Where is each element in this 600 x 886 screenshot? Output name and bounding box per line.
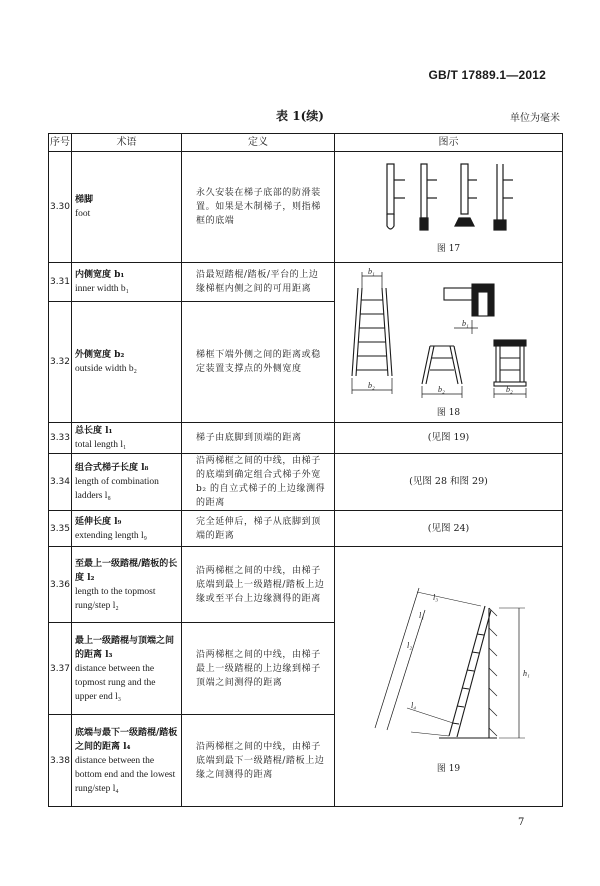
label-l1: l₁ [418, 610, 424, 620]
figure-cell [335, 454, 563, 511]
term-zh: 外侧宽度 b₂ [75, 350, 125, 360]
term-cell [72, 511, 182, 547]
definition-cell: 梯框下端外侧之间的距离或稳定装置支撑点的外侧宽度 [182, 302, 335, 423]
term-zh: 组合式梯子长度 l₈ [75, 463, 149, 473]
figure-reference: (见图 28 和图 29) [409, 476, 488, 487]
definition-cell: 完全延伸后，梯子从底脚到顶端的距离 [182, 511, 335, 547]
ladder-length-figure [349, 578, 549, 758]
definition-cell: 沿最短踏棍/踏板/平台的上边缘梯框内侧之间的可用距离 [182, 263, 335, 302]
term-zh: 延伸长度 l₉ [75, 516, 122, 527]
figure-caption: 图 19 [436, 763, 461, 774]
row-number: 3.38 [49, 715, 72, 807]
figure-reference: (见图 19) [427, 432, 470, 443]
unit-note: 单位为毫米 [510, 113, 560, 124]
figure-cell [335, 547, 563, 807]
table-row [49, 511, 563, 547]
term-cell [72, 263, 182, 302]
standard-code: GB/T 17889.1—2012 [428, 68, 546, 82]
row-number: 3.37 [49, 623, 72, 715]
term-cell [72, 423, 182, 454]
term-zh: 总长度 l₁ [75, 426, 113, 436]
terms-table [48, 133, 563, 807]
figure-cell [335, 263, 563, 423]
col-header-term: 术语 [72, 134, 182, 152]
row-number: 3.36 [49, 547, 72, 623]
term-cell [72, 152, 182, 263]
col-header-no: 序号 [49, 134, 72, 152]
definition-cell: 梯子由底脚到顶端的距离 [182, 423, 335, 454]
term-zh: 至最上一级踏棍/踏板的长度 l₂ [75, 558, 178, 583]
term-cell [72, 623, 182, 715]
term-zh: 底端与最下一级踏棍/踏板之间的距离 l₄ [75, 727, 178, 752]
label-b2: b₂ [367, 380, 375, 390]
label-l4: l₄ [410, 700, 416, 710]
term-en: length of combination ladders l₈ [75, 477, 159, 501]
row-number: 3.32 [49, 302, 72, 423]
term-en: length to the topmost rung/step l₂ [75, 586, 156, 611]
table-row [49, 423, 563, 454]
term-en: outside width b₂ [75, 364, 137, 374]
figure-cell [335, 511, 563, 547]
label-b2: b₂ [505, 384, 513, 394]
label-b2: b₂ [437, 384, 445, 394]
col-header-figure: 图示 [335, 134, 563, 152]
table-row [49, 454, 563, 511]
term-cell [72, 547, 182, 623]
term-cell [72, 715, 182, 807]
row-number: 3.30 [49, 152, 72, 263]
term-en: inner width b₁ [75, 284, 129, 294]
row-number: 3.31 [49, 263, 72, 302]
figure-caption: 图 18 [436, 407, 461, 418]
term-cell [72, 454, 182, 511]
definition-cell: 沿两梯框之间的中线，由梯子最上一级踏棍的上边缘到梯子顶端之间测得的距离 [182, 623, 335, 715]
term-en: distance between the bottom end and the lowest rung/step l₄ [75, 755, 176, 794]
definition-cell: 沿两梯框之间的中线，由梯子底端到最上一级踏棍/踏板上边缘或至平台上边缘测得的距离 [182, 547, 335, 623]
label-l3: l₃ [432, 592, 438, 602]
figure-cell [335, 152, 563, 263]
term-zh: 内侧宽度 b₁ [75, 270, 125, 280]
table-row [49, 263, 563, 302]
label-b1: b₁ [367, 266, 375, 276]
row-number: 3.34 [49, 454, 72, 511]
page-number: 7 [518, 817, 525, 828]
term-en: distance between the topmost rung and the upper end l₃ [75, 663, 156, 702]
term-cell [72, 302, 182, 423]
label-b1: b₁ [461, 318, 469, 328]
table-row [49, 547, 563, 623]
term-en: total length l₁ [75, 440, 127, 450]
row-number: 3.35 [49, 511, 72, 547]
table-title: 表 1(续) [276, 109, 324, 123]
definition-cell: 永久安装在梯子底部的防滑装置。如果是木制梯子，则指梯框的底端 [182, 152, 335, 263]
row-number: 3.33 [49, 423, 72, 454]
definition-cell: 沿两梯框之间的中线，由梯子的底端到确定组合式梯子外宽 b₂ 的自立式梯子的上边缘测得的距离 [182, 454, 335, 511]
term-zh: 梯脚 [75, 195, 94, 205]
table-header-row [49, 134, 563, 152]
figure-caption: 图 17 [436, 244, 461, 254]
ladder-foot-figure [379, 158, 519, 238]
term-en: foot [75, 209, 91, 219]
label-h1: h₁ [522, 668, 530, 678]
ladder-width-figure [344, 266, 554, 406]
definition-cell: 沿两梯框之间的中线，由梯子底端到最下一级踏棍/踏板上边缘之间测得的距离 [182, 715, 335, 807]
term-zh: 最上一级踏棍与顶端之间的距离 l₃ [75, 635, 175, 660]
term-en: extending length l₉ [75, 530, 147, 541]
col-header-definition: 定义 [182, 134, 335, 152]
label-l2: l₂ [406, 640, 412, 650]
table-row [49, 152, 563, 263]
figure-reference: (见图 24) [427, 522, 470, 534]
figure-cell [335, 423, 563, 454]
